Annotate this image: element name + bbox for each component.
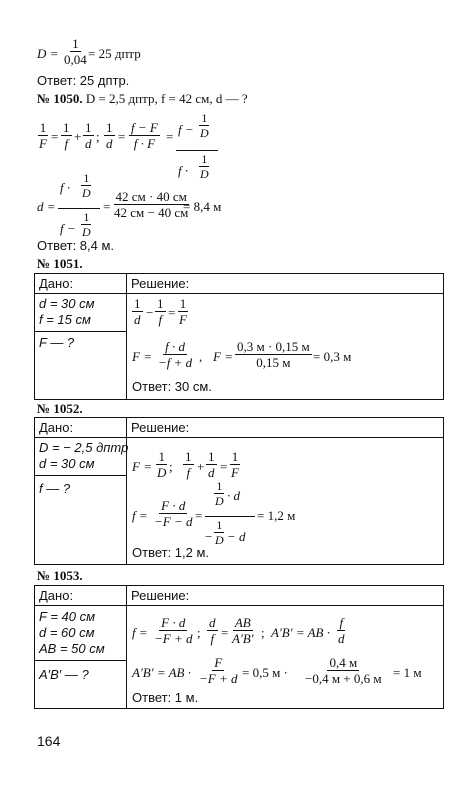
f-lhs: f = <box>132 625 148 640</box>
frac-1-F: $\frac{1}{F}$ <box>179 296 187 327</box>
F-lhs: F = <box>132 349 152 364</box>
F-lhs: F = <box>132 459 152 474</box>
problem-1052-header: № 1052. <box>37 401 83 416</box>
separator: ; <box>261 625 265 640</box>
separator: ; <box>96 129 100 144</box>
f-lhs: f = <box>132 508 148 523</box>
frac-1-D: $\frac{1}{D}$ <box>157 449 167 480</box>
minus-sign: − <box>146 305 154 320</box>
frac-f: $\frac{F \cdot d}{-F + d}$ <box>154 615 193 646</box>
frac-1-f: $\frac{1}{f}$ <box>185 449 192 480</box>
answer-1049: Ответ: 25 дптр. <box>37 73 130 88</box>
frac-1-d: $\frac{1}{d}$ <box>85 120 92 151</box>
frac-1-d-2: $\frac{1}{d}$ <box>106 120 113 151</box>
frac-1-f: $\frac{1}{f}$ <box>157 296 164 327</box>
eq-sign: = <box>221 625 229 640</box>
frac-f-d: $\frac{f}{d}$ <box>338 615 345 646</box>
given-values: d = 30 см f = 15 см <box>39 296 95 327</box>
frac-f: $\frac{F \cdot d}{-F - d}$ <box>154 498 193 529</box>
d-result: = 8,4 м <box>183 199 222 214</box>
eq-sign: = <box>118 129 126 144</box>
nested-fraction-1050: f − $\frac{1}{D}$ f · $\frac{1}{D}$ <box>176 112 218 189</box>
eq-sign: = <box>166 129 174 144</box>
unknown: F — ? <box>39 335 75 350</box>
AB-result-lhs: A′B′ = AB · <box>132 665 191 680</box>
frac-1-d: $\frac{1}{d}$ <box>134 296 141 327</box>
given-header: Дано: <box>39 588 74 603</box>
nested-fraction-1052: $\frac{1}{D}$ · d − $\frac{1}{D}$ − d <box>205 480 255 553</box>
problem-1051-header: № 1051. <box>37 256 83 271</box>
solution-header: Решение: <box>131 276 190 291</box>
answer-1051: Ответ: 30 см. <box>132 379 212 394</box>
AB-result: = 1 м <box>393 665 422 680</box>
F2-lhs: F = <box>213 349 233 364</box>
frac-AB: $\frac{AB}{A'B'}$ <box>232 615 254 646</box>
plus-sign: + <box>197 459 205 474</box>
answer-1052: Ответ: 1,2 м. <box>132 545 210 560</box>
frac-d-values: 42 см · 40 см 42 см − 40 см <box>114 189 189 220</box>
eq-sign: = <box>103 199 111 214</box>
problem-1051-table <box>34 273 444 400</box>
d-formula-lhs: D = <box>37 46 59 61</box>
plus-sign: + <box>74 129 82 144</box>
d-formula-result: = 25 дптр <box>88 46 141 61</box>
answer-1053: Ответ: 1 м. <box>132 690 199 705</box>
problem-1053-header: № 1053. <box>37 568 83 583</box>
frac-F: $\frac{f \cdot d}{-f + d}$ <box>158 339 193 370</box>
unknown: f — ? <box>39 481 71 496</box>
frac-1-d: $\frac{1}{d}$ <box>208 449 215 480</box>
given-values: F = 40 см d = 60 см AB = 50 см <box>39 609 105 656</box>
problem-1053-table <box>34 585 444 709</box>
frac-d-f: $\frac{d}{f}$ <box>209 615 216 646</box>
separator: ; <box>169 459 173 474</box>
d-lhs-1050: d = <box>37 199 56 214</box>
separator: ; <box>197 625 201 640</box>
answer-1050: Ответ: 8,4 м. <box>37 238 115 253</box>
eq-sign: = <box>195 508 203 523</box>
comma: , <box>199 349 203 364</box>
page-number: 164 <box>37 733 61 749</box>
solution-header: Решение: <box>131 420 190 435</box>
eq-sign: = <box>51 129 59 144</box>
unknown: A′B′ — ? <box>39 667 89 682</box>
frac-fF: $\frac{f - F}{f \cdot F}$ <box>131 120 158 151</box>
mid-value: = 0,5 м · <box>242 665 288 680</box>
problem-1050-header: № 1050. D = 2,5 дптр, f = 42 см, d — ? <box>37 91 248 106</box>
frac-values: 0,4 м −0,4 м + 0,6 м <box>305 655 382 686</box>
nested-fraction-d-1050: f · $\frac{1}{D}$ f − $\frac{1}{D}$ <box>58 172 100 245</box>
frac-1-F: $\frac{1}{F}$ <box>231 449 239 480</box>
given-values: D = − 2,5 дптр d = 30 см <box>39 440 129 471</box>
frac-F: $\frac{F}{-F + d}$ <box>199 655 238 686</box>
eq-sign: = <box>220 459 228 474</box>
given-header: Дано: <box>39 276 74 291</box>
frac-F2: 0,3 м · 0,15 м 0,15 м <box>237 339 310 370</box>
F-result: = 0,3 м <box>313 349 352 364</box>
f-result: = 1,2 м <box>257 508 296 523</box>
frac-1-f: $\frac{1}{f}$ <box>63 120 70 151</box>
AB-lhs: A′B′ = AB · <box>271 625 330 640</box>
problem-1052-table <box>34 417 444 565</box>
frac-1-F: $\frac{1}{F}$ <box>39 120 47 151</box>
solution-header: Решение: <box>131 588 190 603</box>
given-header: Дано: <box>39 420 74 435</box>
eq-sign: = <box>168 305 176 320</box>
d-fraction: $\frac{1}{0,04}$ <box>64 36 87 67</box>
